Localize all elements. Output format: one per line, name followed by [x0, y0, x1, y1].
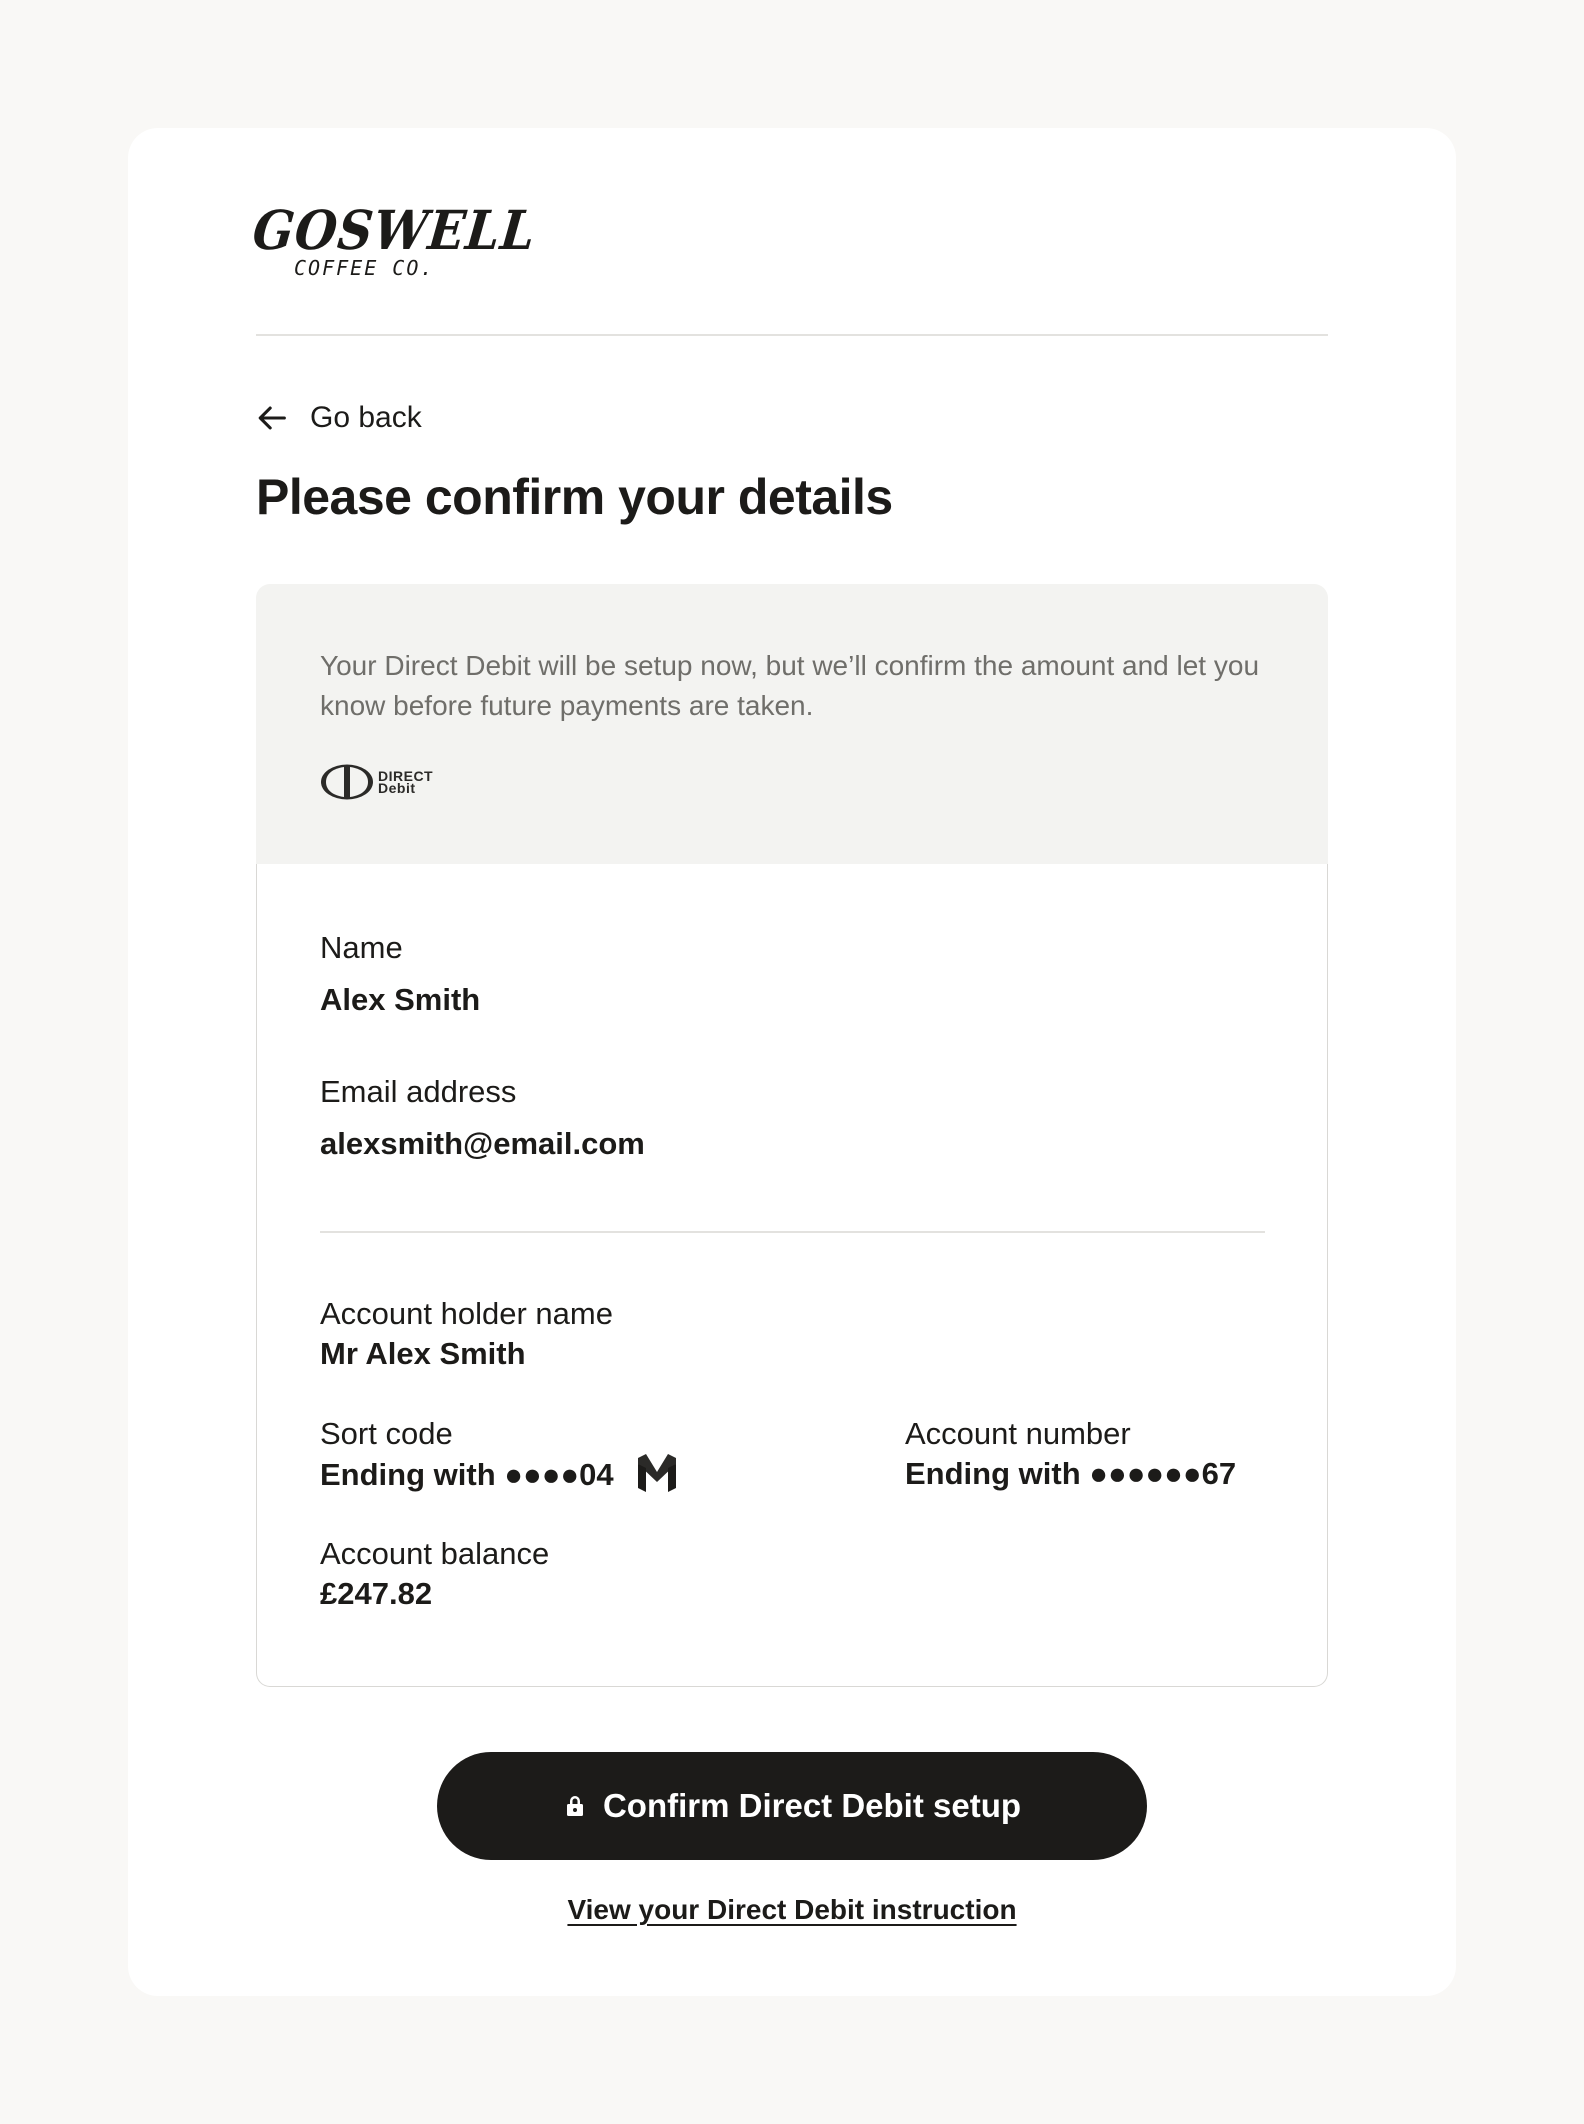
- account-balance-value: £247.82: [320, 1576, 433, 1611]
- view-instruction-link[interactable]: View your Direct Debit instruction: [567, 1894, 1017, 1925]
- arrow-left-icon: [256, 401, 290, 435]
- sort-code-row: [320, 1456, 678, 1498]
- confirm-card: [128, 128, 1456, 1996]
- brand-logo-word: GOSWELL: [249, 199, 539, 263]
- sort-code-label: Sort code: [320, 1416, 453, 1451]
- name-label: Name: [320, 930, 403, 965]
- info-message: Your Direct Debit will be setup now, but we’ll confirm the amount and let you know before future payments are taken.: [320, 650, 1260, 721]
- account-holder-label: Account holder name: [320, 1296, 613, 1331]
- monzo-m-icon: [636, 1452, 678, 1494]
- account-number-label: Account number: [905, 1416, 1131, 1451]
- direct-debit-logo: [320, 762, 442, 802]
- brand-logo: [249, 199, 539, 290]
- account-number-value: Ending with ●●●●●●67: [905, 1456, 1237, 1491]
- brand-logo-sub: COFFEE CO.: [294, 256, 435, 280]
- account-holder-value: Mr Alex Smith: [320, 1336, 526, 1371]
- email-label: Email address: [320, 1074, 517, 1109]
- details-panel: [256, 864, 1328, 1687]
- page-title: Please confirm your details: [256, 469, 893, 525]
- account-balance-label: Account balance: [320, 1536, 550, 1571]
- email-value: alexsmith@email.com: [320, 1126, 645, 1161]
- sort-code-value: Ending with ●●●●04: [320, 1457, 614, 1493]
- go-back-label: Go back: [310, 401, 422, 434]
- header-divider: [256, 334, 1328, 336]
- confirm-direct-debit-button[interactable]: [437, 1752, 1147, 1860]
- confirm-button-label: Confirm Direct Debit setup: [602, 1787, 1022, 1824]
- direct-debit-info: [256, 584, 1328, 864]
- lock-icon: [563, 1794, 587, 1818]
- dd-logo-line1: DIRECT: [378, 768, 434, 784]
- dd-logo-line2: Debit: [378, 780, 416, 796]
- details-divider: [320, 1231, 1265, 1233]
- name-value: Alex Smith: [320, 982, 481, 1017]
- direct-debit-mark-icon: [320, 763, 374, 801]
- go-back-link[interactable]: [256, 398, 422, 438]
